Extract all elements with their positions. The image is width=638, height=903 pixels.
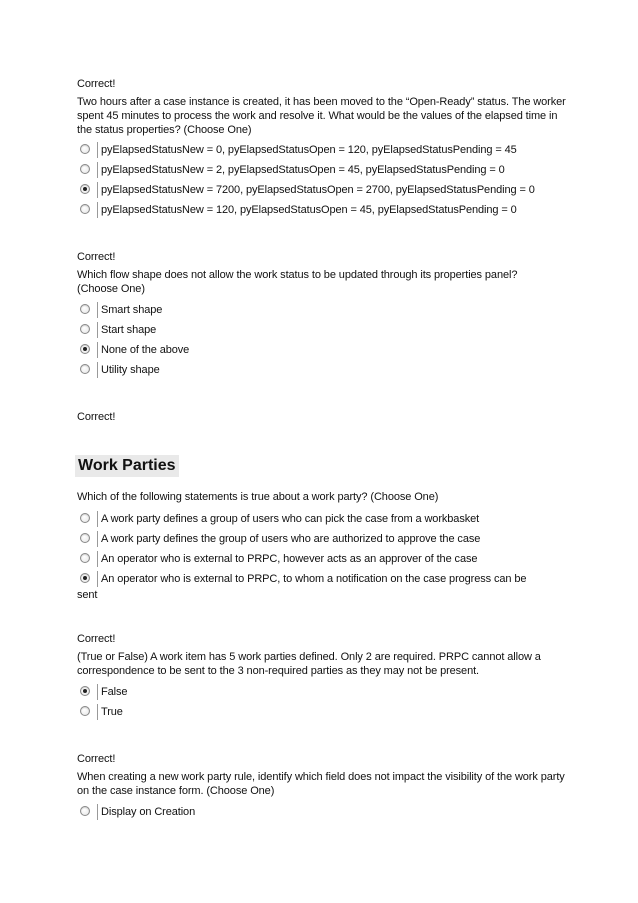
option-row[interactable] — [77, 803, 577, 821]
result-text: Correct! — [77, 753, 116, 765]
question-text: When creating a new work party rule, identify which field does not impact the visibility of the work party on the case instance form. (Choose One) — [77, 771, 568, 797]
radio-unchecked-icon[interactable] — [80, 304, 90, 314]
option-label: Display on Creation — [101, 806, 196, 818]
option-row[interactable] — [77, 341, 577, 359]
option-label: An operator who is external to PRPC, however acts as an approver of the case — [101, 553, 478, 565]
radio-unchecked-icon[interactable] — [80, 144, 90, 154]
option-row[interactable] — [77, 530, 577, 548]
option-row[interactable] — [77, 510, 577, 528]
option-label: pyElapsedStatusNew = 7200, pyElapsedStatusOpen = 2700, pyElapsedStatusPending = 0 — [101, 184, 535, 196]
option-row[interactable] — [77, 550, 577, 568]
radio-unchecked-icon[interactable] — [80, 164, 90, 174]
option-label: Smart shape — [101, 304, 163, 316]
radio-unchecked-icon[interactable] — [80, 806, 90, 816]
radio-unchecked-icon[interactable] — [80, 204, 90, 214]
option-label: Utility shape — [101, 364, 160, 376]
option-label: Start shape — [101, 324, 157, 336]
option-row[interactable] — [77, 161, 577, 179]
radio-unchecked-icon[interactable] — [80, 533, 90, 543]
result-text: Correct! — [77, 411, 116, 423]
option-row[interactable] — [77, 703, 577, 721]
radio-unchecked-icon[interactable] — [80, 706, 90, 716]
radio-checked-icon[interactable] — [80, 573, 90, 583]
option-row[interactable] — [77, 570, 577, 588]
radio-unchecked-icon[interactable] — [80, 513, 90, 523]
question-text: (True or False) A work item has 5 work parties defined. Only 2 are required. PRPC cannot allow a correspondence to be sent to the 3 non-required parties as they may not be present. — [77, 651, 544, 677]
result-text: Correct! — [77, 633, 116, 645]
option-label: pyElapsedStatusNew = 0, pyElapsedStatusOpen = 120, pyElapsedStatusPending = 45 — [101, 144, 517, 156]
option-label-continuation: sent — [77, 589, 98, 601]
radio-unchecked-icon[interactable] — [80, 553, 90, 563]
option-label: True — [101, 706, 123, 718]
radio-checked-icon[interactable] — [80, 686, 90, 696]
option-row[interactable] — [77, 301, 577, 319]
question-text: Which flow shape does not allow the work status to be updated through its properties panel? (Choose One) — [77, 269, 521, 295]
option-row[interactable] — [77, 683, 577, 701]
option-row[interactable] — [77, 201, 577, 219]
question-text: Two hours after a case instance is created, it has been moved to the “Open-Ready” status. The worker spent 45 minutes to process the work and resolve it. What would be the values of the elapsed time in the status properties? (Choose One) — [77, 96, 569, 136]
option-label: A work party defines the group of users who are authorized to approve the case — [101, 533, 481, 545]
result-text: Correct! — [77, 251, 116, 263]
question-text: Which of the following statements is true about a work party? (Choose One) — [77, 491, 439, 503]
option-row[interactable] — [77, 361, 577, 379]
option-label: None of the above — [101, 344, 190, 356]
option-label: False — [101, 686, 128, 698]
option-label: pyElapsedStatusNew = 120, pyElapsedStatusOpen = 45, pyElapsedStatusPending = 0 — [101, 204, 517, 216]
radio-unchecked-icon[interactable] — [80, 324, 90, 334]
option-label: An operator who is external to PRPC, to whom a notification on the case progress can be — [101, 573, 527, 585]
radio-checked-icon[interactable] — [80, 184, 90, 194]
section-heading: Work Parties — [75, 455, 179, 477]
option-row[interactable] — [77, 321, 577, 339]
radio-unchecked-icon[interactable] — [80, 364, 90, 374]
result-text: Correct! — [77, 78, 116, 90]
option-label: pyElapsedStatusNew = 2, pyElapsedStatusOpen = 45, pyElapsedStatusPending = 0 — [101, 164, 505, 176]
option-row[interactable] — [77, 181, 577, 199]
radio-checked-icon[interactable] — [80, 344, 90, 354]
option-row[interactable] — [77, 141, 577, 159]
option-label: A work party defines a group of users who can pick the case from a workbasket — [101, 513, 480, 525]
